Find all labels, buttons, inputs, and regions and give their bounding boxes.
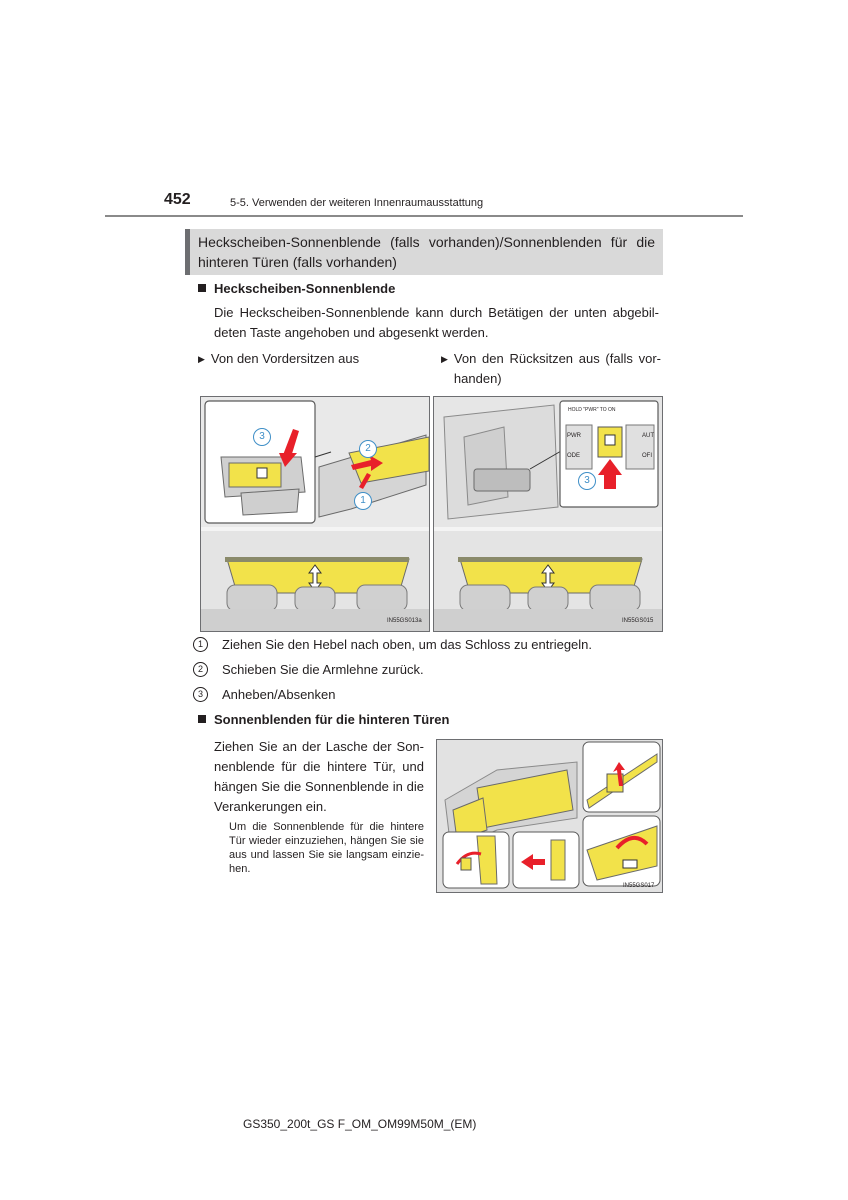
figure-code: IN55GS015 — [622, 618, 654, 624]
triangle-bullet-icon: ▶ — [441, 354, 448, 364]
panel-label-top: HOLD "PWR" TO ON — [568, 407, 616, 413]
figure-code: IN55GS017 — [623, 883, 655, 889]
door-shades-instruction: Ziehen Sie an der Lasche der Son-nenblende für die hintere Tür, und hängen Sie die Sonnenblende in die Verankerungen ein. — [214, 739, 424, 814]
section-title: Heckscheiben-Sonnenblende (falls vorhanden)/Sonnenblenden für die hinteren Türen (falls vorhanden) — [185, 229, 663, 275]
rear-shade-heading — [198, 281, 395, 296]
figure-door-shade-illustration — [437, 740, 662, 892]
step-1 — [193, 637, 592, 652]
step-2 — [193, 662, 424, 677]
door-shades-note: Um die Sonnenblende für die hintere Tür wieder einzuziehen, hängen Sie sie aus und lassen Sie sie langsam einzie-hen. — [229, 821, 424, 875]
figure-door-shade — [436, 739, 663, 893]
option-rear — [441, 349, 661, 389]
figure-front-illustration — [201, 397, 429, 631]
step-number: 2 — [193, 662, 208, 677]
callout-2: 2 — [359, 440, 377, 458]
door-shades-heading — [198, 712, 449, 727]
panel-label-right-bottom: OFI — [642, 453, 652, 459]
step-text: Anheben/Absenken — [222, 687, 336, 702]
panel-label-right-top: AUT — [642, 433, 654, 439]
bullet-square-icon — [198, 284, 206, 292]
figure-front-controls — [200, 396, 430, 632]
step-text: Schieben Sie die Armlehne zurück. — [222, 662, 424, 677]
panel-label-left-top: PWR — [567, 433, 581, 439]
footer-doc-id: GS350_200t_GS F_OM_OM99M50M_(EM) — [243, 1117, 477, 1131]
bullet-square-icon — [198, 715, 206, 723]
callout-1: 1 — [354, 492, 372, 510]
figure-rear-illustration — [434, 397, 662, 631]
callout-3: 3 — [578, 472, 596, 490]
callout-3: 3 — [253, 428, 271, 446]
panel-label-left-bottom: ODE — [567, 453, 581, 459]
figure-rear-controls — [433, 396, 663, 632]
step-3 — [193, 687, 335, 702]
header-rule — [105, 215, 743, 217]
page-number: 452 — [164, 191, 191, 208]
breadcrumb: 5-5. Verwenden der weiteren Innenraumausstattung — [230, 197, 484, 209]
step-text: Ziehen Sie den Hebel nach oben, um das Schloss zu entriegeln. — [222, 637, 593, 652]
step-number: 3 — [193, 687, 208, 702]
rear-shade-intro: Die Heckscheiben-Sonnenblende kann durch Betätigen der unten abgebil-deten Taste angehoben und abgesenkt werden. — [214, 305, 659, 340]
option-front-text: Von den Vordersitzen aus — [210, 351, 360, 366]
triangle-bullet-icon: ▶ — [198, 354, 205, 364]
rear-shade-heading-text: Heckscheiben-Sonnenblende — [214, 281, 396, 296]
figure-code: IN55GS013a — [387, 618, 422, 624]
option-front — [198, 349, 418, 369]
step-number: 1 — [193, 637, 208, 652]
option-rear-text: Von den Rücksitzen aus (falls vor-handen) — [453, 351, 661, 386]
door-shades-heading-text: Sonnenblenden für die hinteren Türen — [214, 712, 450, 727]
